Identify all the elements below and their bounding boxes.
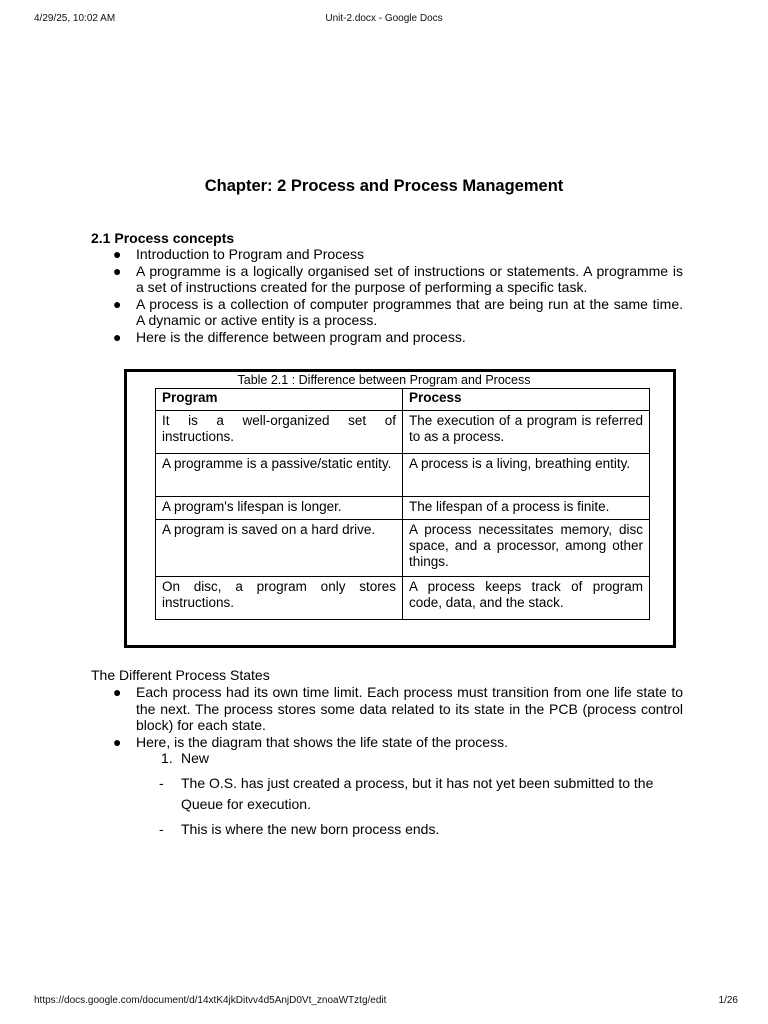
table-row [156, 411, 650, 454]
bullet-text: Introduction to Program and Process [136, 246, 365, 262]
table-row [156, 577, 650, 620]
states-heading: The Different Process States [91, 667, 270, 683]
comparison-table [155, 388, 650, 620]
print-datetime: 4/29/25, 10:02 AM [34, 13, 116, 24]
bullet-text: A programme is a logically organised set of instructions or statements. A programme is a set of instructions created for the purpose of performing a specific task. [136, 262, 683, 295]
table-row [156, 454, 650, 497]
item-label: New [181, 750, 210, 766]
column-header-program: Program [156, 389, 403, 411]
dash-text: This is where the new born process ends. [181, 820, 440, 837]
print-url: https://docs.google.com/document/d/14xtK4jkDitvv4d5AnjD0Vt_znoaWTztg/edit [34, 995, 387, 1006]
table-cell: The lifespan of a process is finite. [403, 497, 650, 520]
item-number: 1. [161, 750, 173, 766]
dash-item [91, 819, 683, 840]
table-cell: The execution of a program is referred to as a process. [403, 411, 650, 454]
bullet-dot-icon: ● [113, 684, 122, 700]
page-number: 1/26 [718, 995, 738, 1006]
bullet-item [91, 329, 683, 346]
table-cell: A process is a living, breathing entity. [403, 454, 650, 497]
table-cell: A program is saved on a hard drive. [156, 520, 403, 577]
bullet-text: Each process had its own time limit. Each process must transition from one life state to the next. The process stores some data related to its state in the PCB (process control block) for each state. [136, 684, 683, 733]
section-bullets [91, 246, 683, 345]
section-heading: 2.1 Process concepts [91, 230, 235, 246]
dash-glyph: - [159, 820, 164, 837]
table-cell: A process keeps track of program code, data, and the stack. [403, 577, 650, 620]
bullet-item [91, 296, 683, 329]
table-cell: A program's lifespan is longer. [156, 497, 403, 520]
bullet-dot-icon: ● [113, 246, 122, 262]
chapter-title: Chapter: 2 Process and Process Management [204, 177, 564, 195]
bullet-dot-icon: ● [113, 295, 122, 312]
table-row [156, 520, 650, 577]
table-row [156, 497, 650, 520]
dash-text: The O.S. has just created a process, but it has not yet been submitted to the Queue for execution. [181, 774, 654, 812]
column-header-process: Process [403, 389, 650, 411]
bullet-dot-icon: ● [113, 328, 122, 345]
table-cell: A process necessitates memory, disc space, and a processor, among other things. [403, 520, 650, 577]
states-content [91, 684, 683, 840]
table-header-row [156, 389, 650, 411]
dash-glyph: - [159, 774, 164, 791]
table-cell: A programme is a passive/static entity. [156, 454, 403, 497]
bullet-dot-icon: ● [113, 733, 122, 750]
table-cell: It is a well-organized set of instructions. [156, 411, 403, 454]
numbered-item [91, 750, 683, 767]
bullet-text: A process is a collection of computer programmes that are being run at the same time. A dynamic or active entity is a process. [136, 295, 683, 328]
bullet-item [91, 246, 683, 263]
print-doc-title: Unit-2.docx - Google Docs [325, 13, 443, 24]
bullet-text: Here is the difference between program and process. [136, 328, 466, 345]
table-cell: On disc, a program only stores instructions. [156, 577, 403, 620]
bullet-item [91, 263, 683, 296]
table-caption: Table 2.1 : Difference between Program and Process [237, 373, 531, 387]
dash-item [91, 773, 683, 815]
bullet-item [91, 684, 683, 734]
bullet-item [91, 734, 683, 751]
bullet-dot-icon: ● [113, 262, 122, 279]
bullet-text: Here, is the diagram that shows the life state of the process. [136, 733, 508, 750]
